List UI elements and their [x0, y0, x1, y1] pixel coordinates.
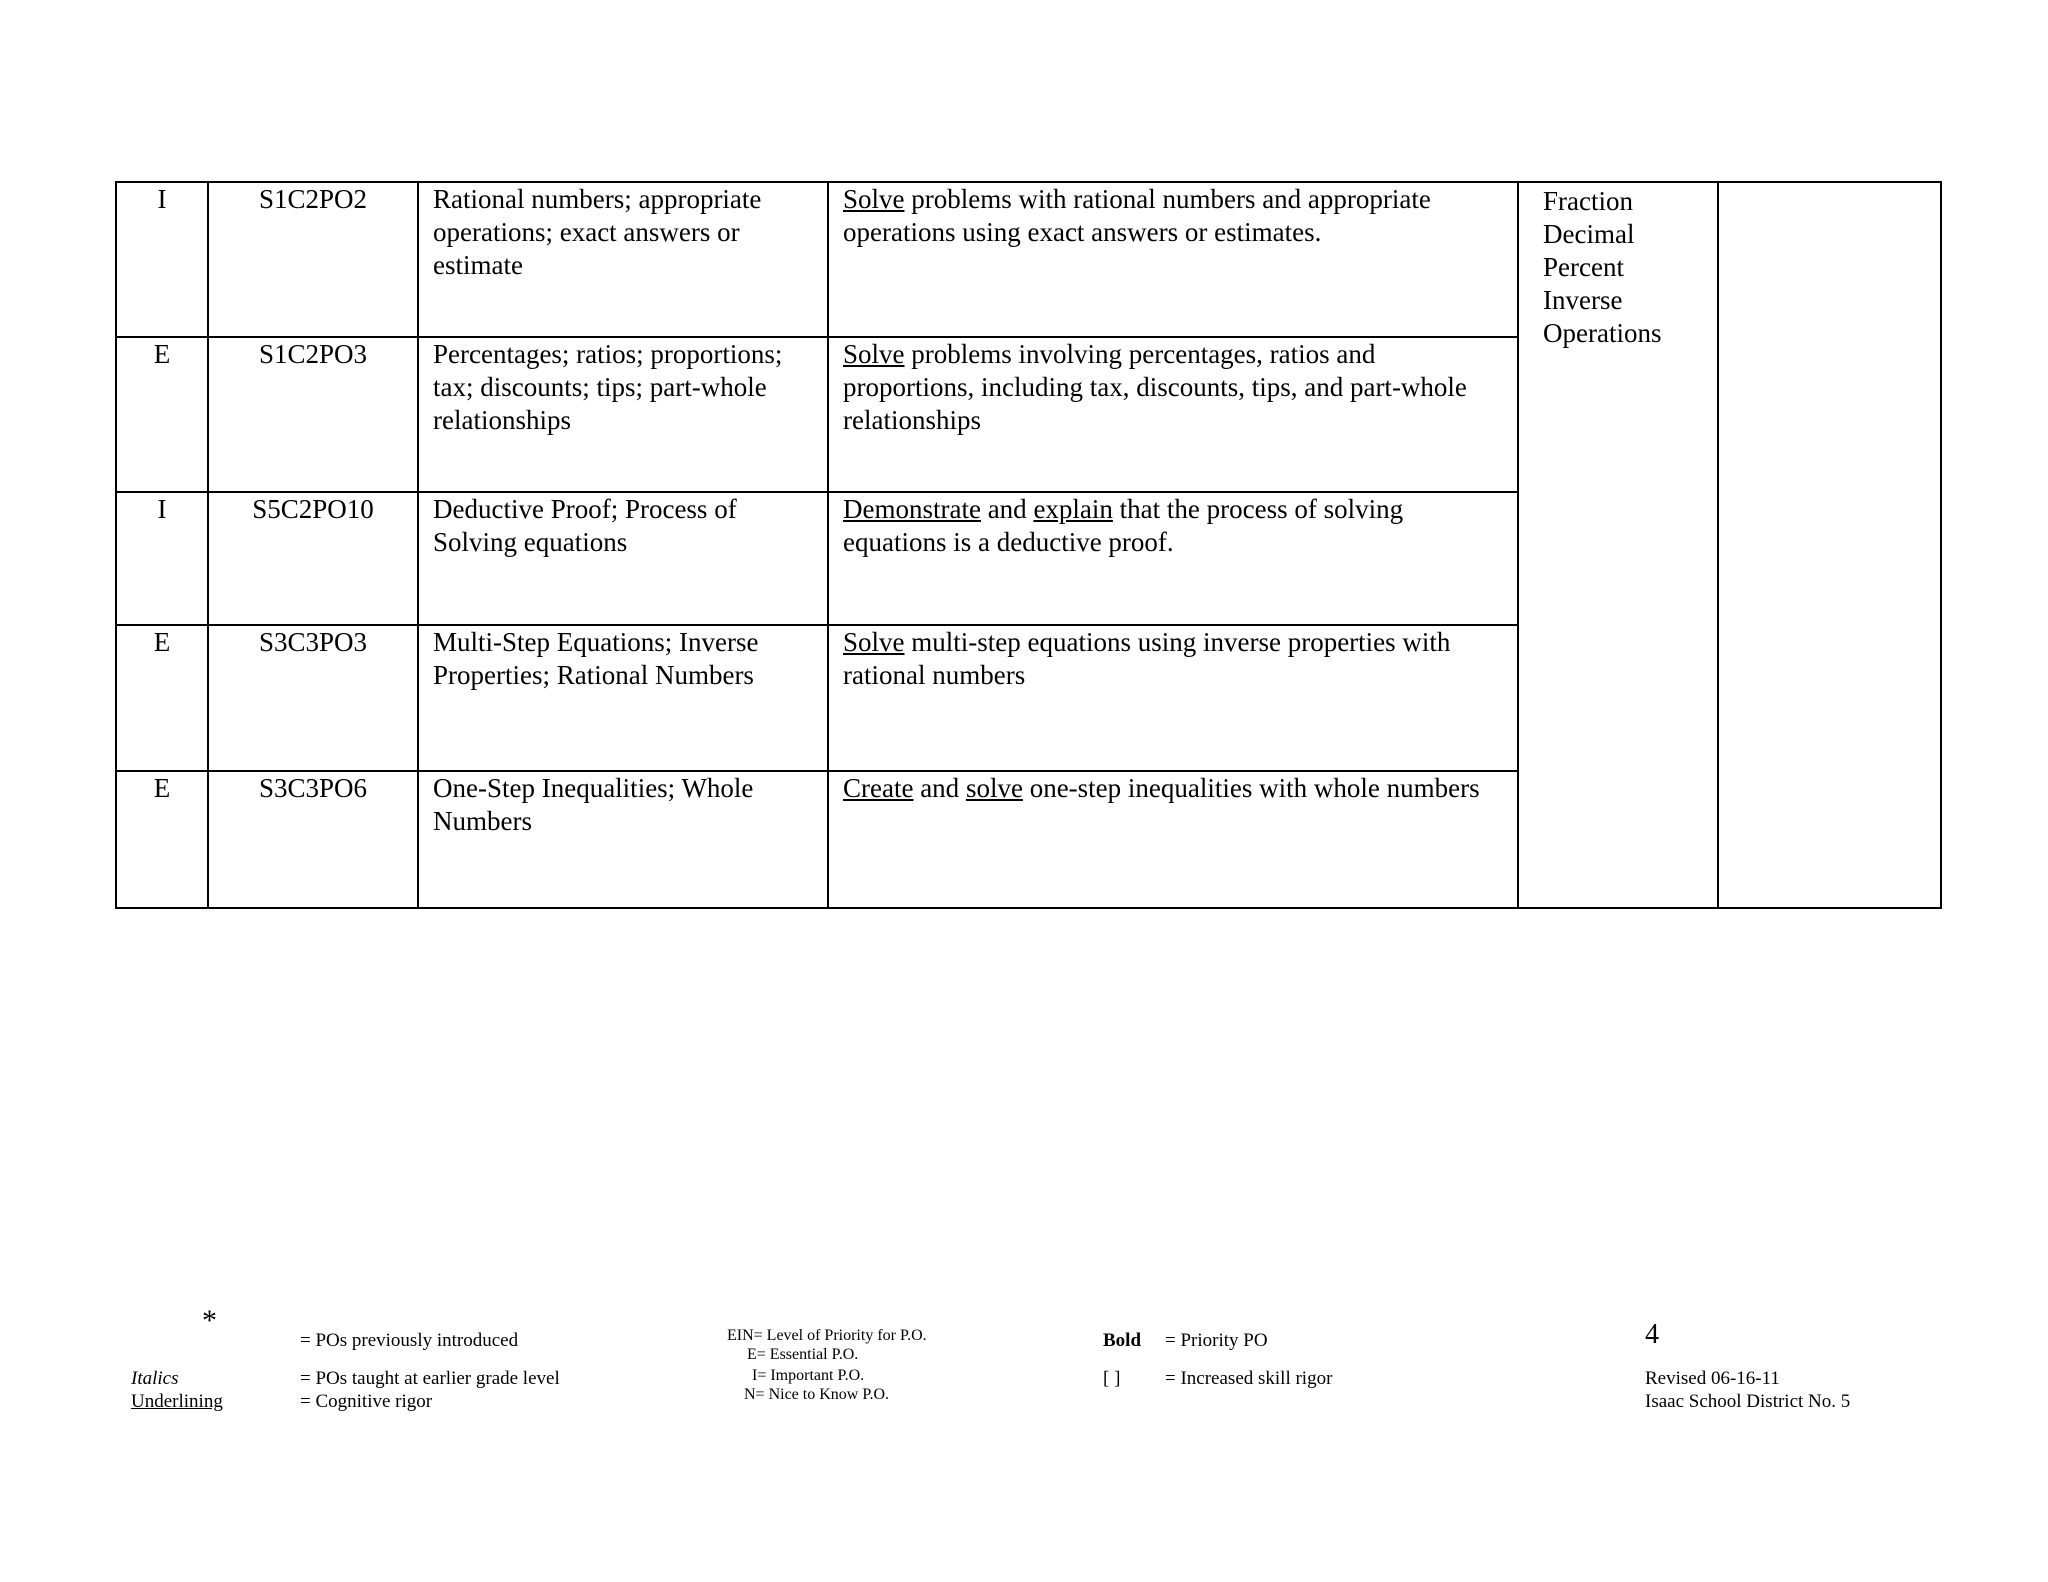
objective-text: problems with rational numbers and appropriate operations using exact answers or estimates.	[843, 184, 1431, 247]
objective-text: and	[980, 494, 1034, 524]
objective-cell	[828, 625, 1518, 771]
legend-ein-title: EIN= Level of Priority for P.O.	[727, 1327, 927, 1344]
objective-cell	[828, 337, 1518, 492]
cognitive-verb: explain	[1033, 494, 1113, 524]
vocabulary-term: Operations	[1543, 318, 1662, 348]
priority-level-cell: E	[116, 337, 208, 492]
objective-text: multi-step equations using inverse properties with rational numbers	[843, 627, 1451, 690]
cognitive-verb: Solve	[843, 627, 905, 657]
objective-cell	[828, 771, 1518, 908]
vocabulary-term: Percent	[1543, 252, 1624, 282]
table-row	[116, 182, 1941, 337]
vocabulary-term: Fraction	[1543, 186, 1633, 216]
vocabulary-term: Decimal	[1543, 219, 1635, 249]
empty-notes-cell	[1718, 182, 1941, 908]
priority-level-cell: E	[116, 771, 208, 908]
legend-ein-nice: N= Nice to Know P.O.	[744, 1386, 890, 1403]
legend-ein-essential: E= Essential P.O.	[747, 1346, 859, 1363]
legend-ein-important: I= Important P.O.	[752, 1367, 865, 1384]
objective-cell	[828, 492, 1518, 625]
priority-level-cell: I	[116, 492, 208, 625]
po-code-cell: S1C2PO3	[208, 337, 418, 492]
vocabulary-cell	[1518, 182, 1718, 908]
objective-text: that the process of solving equations is a deductive proof.	[843, 494, 1404, 557]
po-code-cell: S3C3PO6	[208, 771, 418, 908]
asterisk-symbol: *	[202, 1304, 217, 1337]
po-code-cell: S3C3PO3	[208, 625, 418, 771]
page-number: 4	[1645, 1319, 1659, 1350]
performance-objectives-table	[115, 181, 1942, 909]
concept-cell: Multi-Step Equations; Inverse Properties; Rational Numbers	[418, 625, 828, 771]
po-code-cell: S5C2PO10	[208, 492, 418, 625]
concept-cell: One-Step Inequalities; Whole Numbers	[418, 771, 828, 908]
concept-cell: Deductive Proof; Process of Solving equations	[418, 492, 828, 625]
vocabulary-term: Inverse	[1543, 285, 1623, 315]
objective-cell	[828, 182, 1518, 337]
cognitive-verb: Solve	[843, 184, 905, 214]
cognitive-verb: Solve	[843, 339, 905, 369]
priority-level-cell: I	[116, 182, 208, 337]
district-name: Isaac School District No. 5	[1645, 1391, 1851, 1412]
legend-italics-desc: = POs taught at earlier grade level	[300, 1368, 560, 1389]
cognitive-verb: Create	[843, 773, 914, 803]
po-code-cell: S1C2PO2	[208, 182, 418, 337]
concept-cell: Percentages; ratios; proportions; tax; discounts; tips; part-whole relationships	[418, 337, 828, 492]
legend-brackets-label: [ ]	[1103, 1368, 1121, 1389]
cognitive-verb: Demonstrate	[843, 494, 981, 524]
legend-underlining-label: Underlining	[131, 1391, 223, 1412]
legend-italics-label: Italics	[131, 1368, 179, 1389]
legend-underlining-desc: = Cognitive rigor	[300, 1391, 433, 1412]
legend-previously-introduced: = POs previously introduced	[300, 1330, 519, 1351]
concept-cell: Rational numbers; appropriate operations; exact answers or estimate	[418, 182, 828, 337]
legend-brackets-desc: = Increased skill rigor	[1165, 1368, 1333, 1389]
objective-text: and	[913, 773, 966, 803]
legend-bold-label: Bold	[1103, 1330, 1142, 1351]
revised-date: Revised 06-16-11	[1645, 1368, 1780, 1389]
priority-level-cell: E	[116, 625, 208, 771]
objective-text: problems involving percentages, ratios and proportions, including tax, discounts, tips, and part-whole relationships	[843, 339, 1467, 435]
objective-text: one-step inequalities with whole numbers	[1022, 773, 1480, 803]
legend-bold-desc: = Priority PO	[1165, 1330, 1268, 1351]
cognitive-verb: solve	[965, 773, 1023, 803]
